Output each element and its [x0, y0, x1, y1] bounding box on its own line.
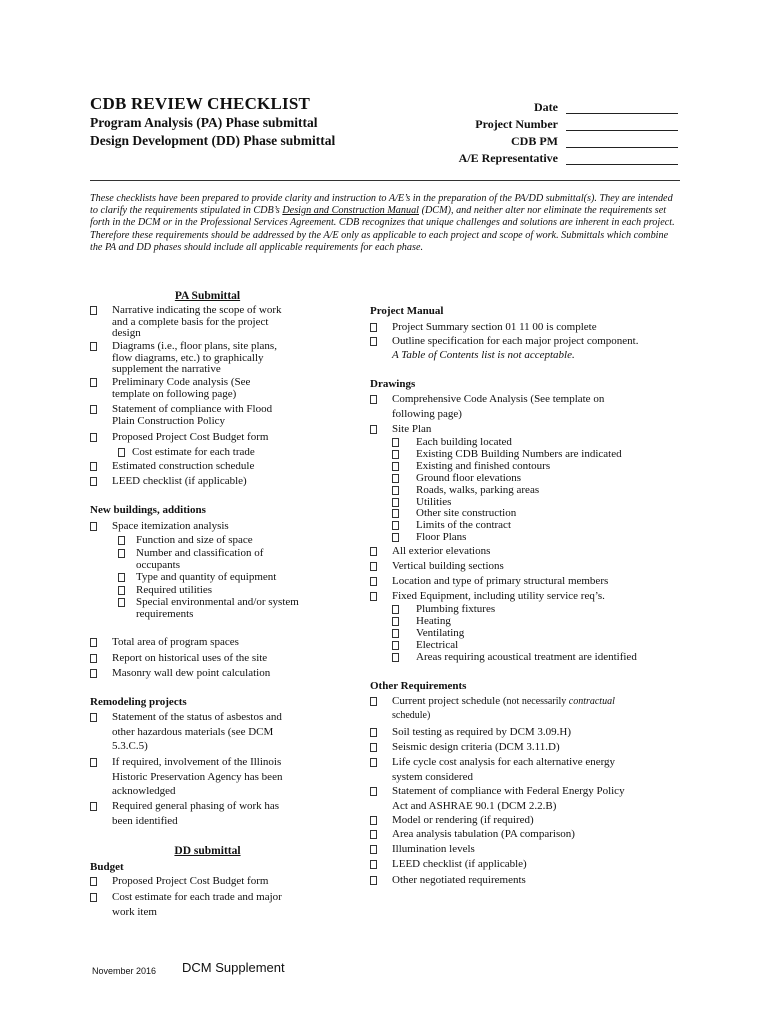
- checkbox-icon[interactable]: [370, 337, 377, 346]
- checkbox-icon[interactable]: [370, 743, 377, 752]
- checklist-item-text: Plain Construction Policy: [112, 414, 226, 427]
- checklist-item-text: Ventilating: [416, 627, 465, 639]
- checkbox-icon[interactable]: [90, 462, 97, 471]
- checklist-item-text: Utilities: [416, 495, 452, 508]
- checklist-item-text: LEED checklist (if applicable): [392, 858, 527, 870]
- other-requirements-heading: Other Requirements: [370, 680, 467, 692]
- checklist-item-text: Report on historical uses of the site: [112, 652, 268, 664]
- checkbox-icon[interactable]: [90, 477, 97, 486]
- checklist-item-text: Type and quantity of equipment: [136, 571, 277, 583]
- checkbox-icon[interactable]: [370, 758, 377, 767]
- checklist-item-text: Required general phasing of work has: [112, 800, 280, 812]
- checkbox-icon[interactable]: [370, 395, 377, 404]
- checklist-item-text: Location and type of primary structural members: [392, 575, 609, 587]
- checklist-item-text: All exterior elevations: [392, 545, 491, 557]
- checklist-item-text: Proposed Project Cost Budget form: [112, 431, 269, 443]
- checklist-item-text: Estimated construction schedule: [112, 460, 255, 472]
- checkbox-icon[interactable]: [392, 641, 399, 650]
- checkbox-icon[interactable]: [370, 830, 377, 839]
- checkbox-icon[interactable]: [90, 522, 97, 531]
- drawings-heading: Drawings: [370, 378, 416, 390]
- checkbox-icon[interactable]: [118, 549, 125, 558]
- checklist-item-text: Areas requiring acoustical treatment are identified: [416, 651, 637, 663]
- checklist-item-text: Other negotiated requirements: [392, 874, 526, 886]
- checklist-item-text: Preliminary Code analysis (See: [112, 376, 251, 388]
- checkbox-icon[interactable]: [392, 617, 399, 626]
- checkbox-icon[interactable]: [90, 378, 97, 387]
- checkbox-icon[interactable]: [90, 654, 97, 663]
- checklist-item-text: Number and classification of: [136, 547, 264, 559]
- checkbox-icon[interactable]: [90, 405, 97, 414]
- checklist-item-text: Plumbing fixtures: [416, 603, 496, 615]
- checklist-item-text: Statement of the status of asbestos and: [112, 711, 282, 723]
- checklist-item-text: work item: [112, 905, 157, 918]
- remodeling-heading: Remodeling projects: [90, 696, 187, 708]
- checkbox-icon[interactable]: [118, 598, 125, 607]
- checkbox-icon[interactable]: [90, 802, 97, 811]
- dcm-link: Design and Construction Manual: [282, 205, 420, 217]
- field-label-ae-rep: A/E Representative: [458, 151, 558, 165]
- checkbox-icon[interactable]: [370, 787, 377, 796]
- checkbox-icon[interactable]: [90, 893, 97, 902]
- right-column: [370, 0, 690, 1024]
- checklist-item-text: Limits of the contract: [416, 519, 511, 532]
- checklist-item-text: Floor Plans: [416, 531, 467, 544]
- checklist-item-text: Proposed Project Cost Budget form: [112, 875, 269, 887]
- checkbox-icon[interactable]: [118, 536, 125, 545]
- checklist-item-text: Cost estimate for each trade and major: [112, 891, 282, 903]
- checklist-item-text: Vertical building sections: [392, 560, 504, 572]
- checklist-item-text: Roads, walks, parking areas: [416, 483, 540, 496]
- checkbox-icon[interactable]: [392, 486, 399, 495]
- checklist-item-text: Existing and finished contours: [416, 459, 551, 472]
- checklist-item-text: Model or rendering (if required): [392, 814, 534, 826]
- checklist-item-text: Existing CDB Building Numbers are indicated: [416, 447, 622, 460]
- checkbox-icon[interactable]: [370, 577, 377, 586]
- checklist-item-text: Cost estimate for each trade: [132, 446, 255, 458]
- checklist-item-text: flow diagrams, etc.) to graphically: [112, 351, 264, 364]
- checkbox-icon[interactable]: [90, 758, 97, 767]
- checklist-item-text: Each building located: [416, 436, 512, 448]
- checklist-item-text: Masonry wall dew point calculation: [112, 667, 271, 679]
- checklist-item-text: schedule): [392, 710, 431, 721]
- checkbox-icon[interactable]: [90, 713, 97, 722]
- dd-submittal-heading: DD submittal: [174, 845, 241, 857]
- checklist-item-text: Statement of compliance with Flood: [112, 403, 273, 415]
- checklist-item-text: Illumination levels: [392, 843, 475, 855]
- checklist-item-text: acknowledged: [112, 785, 176, 798]
- new-buildings-heading: New buildings, additions: [90, 504, 206, 516]
- checkbox-icon[interactable]: [392, 450, 399, 459]
- checkbox-icon[interactable]: [392, 521, 399, 530]
- checklist-item-text: system considered: [392, 770, 473, 783]
- checkbox-icon[interactable]: [118, 586, 125, 595]
- checklist-item-text: template on following page): [112, 387, 237, 400]
- budget-heading: Budget: [90, 861, 124, 873]
- checklist-item-text: following page): [392, 408, 462, 420]
- checklist-item-text: occupants: [136, 558, 180, 571]
- checklist-item-text: LEED checklist (if applicable): [112, 475, 247, 487]
- field-label-project-number: Project Number: [475, 117, 558, 131]
- checkbox-icon[interactable]: [90, 306, 97, 315]
- checkbox-icon[interactable]: [90, 877, 97, 886]
- checkbox-icon[interactable]: [370, 697, 377, 706]
- checkbox-icon[interactable]: [370, 816, 377, 825]
- pa-submittal-heading: PA Submittal: [174, 290, 241, 302]
- checklist-item-text: Statement of compliance with Federal Energy Policy: [392, 785, 625, 797]
- checklist-item-text: Area analysis tabulation (PA comparison): [392, 828, 575, 840]
- checkbox-icon[interactable]: [90, 342, 97, 351]
- checklist-item-text: other hazardous materials (see DCM: [112, 725, 274, 738]
- checklist-item-text: design: [112, 327, 141, 339]
- checkbox-icon[interactable]: [392, 462, 399, 471]
- checkbox-icon[interactable]: [118, 448, 125, 457]
- checklist-item-text: Historic Preservation Agency has been: [112, 770, 283, 783]
- footer-date: November 2016: [92, 966, 157, 976]
- checkbox-icon[interactable]: [370, 547, 377, 556]
- checklist-item-text: Heating: [416, 615, 451, 627]
- left-column: [90, 0, 352, 1024]
- field-label-cdb-pm: CDB PM: [511, 134, 558, 148]
- project-manual-heading: Project Manual: [370, 305, 444, 317]
- checkbox-icon[interactable]: [370, 562, 377, 571]
- checklist-item-text: Life cycle cost analysis for each alternative energy: [392, 756, 616, 768]
- subtitle-pa: Program Analysis (PA) Phase submittal: [90, 115, 318, 130]
- checkbox-icon[interactable]: [392, 438, 399, 447]
- footer-supplement: DCM Supplement: [182, 960, 285, 975]
- checkbox-icon[interactable]: [392, 474, 399, 483]
- checkbox-icon[interactable]: [370, 728, 377, 737]
- checkbox-icon[interactable]: [90, 669, 97, 678]
- checkbox-icon[interactable]: [392, 653, 399, 662]
- checklist-item-text: Required utilities: [136, 584, 213, 596]
- page-title: CDB REVIEW CHECKLIST: [90, 94, 311, 113]
- subtitle-dd: Design Development (DD) Phase submittal: [90, 133, 336, 148]
- checklist-item-text: Ground floor elevations: [416, 471, 522, 484]
- checklist-item-text: Fixed Equipment, including utility service req’s.: [392, 590, 605, 602]
- checklist-item-text: requirements: [136, 607, 194, 620]
- checklist-item-text: Diagrams (i.e., floor plans, site plans,: [112, 340, 277, 352]
- checklist-item-text: Act and ASHRAE 90.1 (DCM 2.2.B): [392, 799, 557, 812]
- checklist-item-text: Seismic design criteria (DCM 3.11.D): [392, 741, 560, 753]
- checklist-item-text: Function and size of space: [136, 534, 253, 546]
- checklist-item-text: Comprehensive Code Analysis (See template on: [392, 393, 605, 405]
- intro-paragraph: These checklists have been prepared to provide clarity and instruction to A/E’s in the preparation of the PA/DD submittal(s). They are intended to clarify the requirements stipulated in CDB’s Design and Construction Manual (DCM), and neither alter nor eliminate the requirements set forth in the DCM or in the Professional Services Agreement. CDB recognizes that unique challenges and solutions are inherent in each project. Therefore these requirements should be addressed by the A/E only as applicable to each project and scope of work. Submittals which combine the PA and DD phases should include all applicable requirements for each phase.: [90, 193, 675, 253]
- checklist-item-text: been identified: [112, 814, 178, 827]
- checkbox-icon[interactable]: [90, 433, 97, 442]
- checklist-item-text: Outline specification for each major project component.: [392, 335, 639, 347]
- checkbox-icon[interactable]: [370, 860, 377, 869]
- checkbox-icon[interactable]: [370, 425, 377, 434]
- field-label-date: Date: [534, 100, 558, 114]
- checkbox-icon[interactable]: [370, 592, 377, 601]
- checklist-item-text: 5.3.C.5): [112, 740, 148, 753]
- checkbox-icon[interactable]: [392, 629, 399, 638]
- checklist-item-text: Project Summary section 01 11 00 is complete: [392, 321, 597, 333]
- checkbox-icon[interactable]: [392, 509, 399, 518]
- checklist-item-text: Other site construction: [416, 507, 517, 520]
- checklist-item-text: If required, involvement of the Illinois: [112, 756, 282, 768]
- checklist-item-text: supplement the narrative: [112, 363, 221, 375]
- checklist-item-text: Soil testing as required by DCM 3.09.H): [392, 726, 572, 738]
- checkbox-icon[interactable]: [370, 845, 377, 854]
- checklist-item-text: Site Plan: [392, 423, 432, 435]
- checklist-item-text: Current project schedule (not necessarily contractual: [392, 695, 615, 707]
- checklist-item-text: Special environmental and/or system: [136, 596, 299, 608]
- checkbox-icon[interactable]: [118, 573, 125, 582]
- checklist-item-text: Space itemization analysis: [112, 520, 229, 532]
- checkbox-icon[interactable]: [392, 605, 399, 614]
- checkbox-icon[interactable]: [392, 533, 399, 542]
- checklist-item-text: Narrative indicating the scope of work: [112, 304, 282, 316]
- checkbox-icon[interactable]: [370, 876, 377, 885]
- checkbox-icon[interactable]: [370, 323, 377, 332]
- checkbox-icon[interactable]: [90, 638, 97, 647]
- checklist-item-text: Electrical: [416, 639, 459, 651]
- checkbox-icon[interactable]: [392, 498, 399, 507]
- pm-note: A Table of Contents list is not acceptable.: [392, 349, 575, 361]
- checklist-item-text: Total area of program spaces: [112, 636, 239, 648]
- checklist-item-text: and a complete basis for the project: [112, 315, 269, 328]
